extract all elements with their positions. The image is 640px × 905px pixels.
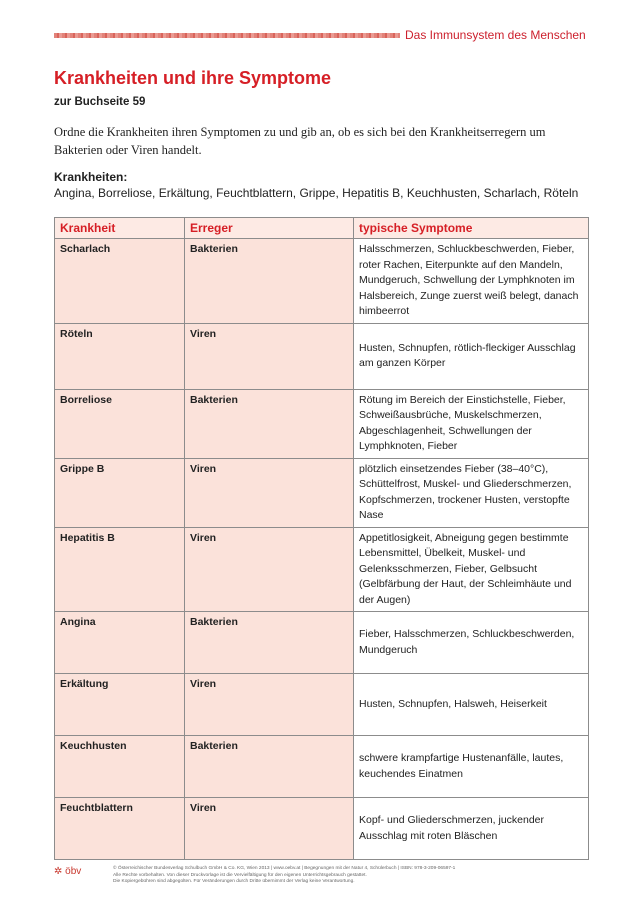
- symptoms-cell: schwere krampfartige Hustenanfälle, lautes, keuchendes Einatmen: [354, 736, 589, 798]
- table-row: [55, 798, 589, 860]
- footer-line: Alle Rechte vorbehalten. Von dieser Druckvorlage ist die Vervielfältigung für den eigenen Unterrichtsgebrauch gestattet.: [113, 872, 367, 878]
- page-title: Krankheiten und ihre Symptome: [54, 68, 332, 88]
- column-header-agent: Erreger: [185, 218, 354, 239]
- logo-mark-icon: ✲: [54, 866, 63, 877]
- agent-cell: Bakterien: [185, 389, 354, 458]
- diseases-label: Krankheiten:: [54, 170, 128, 184]
- symptoms-cell: Fieber, Halsschmerzen, Schluckbeschwerden, Mundgeruch: [354, 612, 589, 674]
- symptoms-cell: Husten, Schnupfen, Halsweh, Heiserkeit: [354, 674, 589, 736]
- disease-cell: Angina: [55, 612, 185, 674]
- disease-cell: Grippe B: [55, 458, 185, 527]
- disease-cell: Borreliose: [55, 389, 185, 458]
- disease-cell: Scharlach: [55, 239, 185, 324]
- symptoms-cell: Husten, Schnupfen, rötlich-fleckiger Ausschlag am ganzen Körper: [354, 323, 589, 389]
- agent-cell: Bakterien: [185, 736, 354, 798]
- page-subtitle: zur Buchseite 59: [54, 96, 146, 108]
- symptoms-cell: Kopf- und Gliederschmerzen, juckender Ausschlag mit roten Bläschen: [354, 798, 589, 860]
- table-row: [55, 458, 589, 527]
- table-row: [55, 612, 589, 674]
- table-row: [55, 527, 589, 612]
- table-row: [55, 239, 589, 324]
- logo-text: öbv: [65, 866, 82, 877]
- disease-cell: Hepatitis B: [55, 527, 185, 612]
- publisher-logo: [54, 866, 81, 877]
- column-header-symptoms: typische Symptome: [354, 218, 589, 239]
- diseases-list: Angina, Borreliose, Erkältung, Feuchtblattern, Grippe, Hepatitis B, Keuchhusten, Scharlach, Röteln: [54, 186, 579, 200]
- agent-cell: Bakterien: [185, 612, 354, 674]
- disease-cell: Keuchhusten: [55, 736, 185, 798]
- table-header-row: [55, 218, 589, 239]
- header-title: Das Immunsystem des Menschen: [405, 28, 586, 42]
- symptoms-cell: Rötung im Bereich der Einstichstelle, Fieber, Schweißausbrüche, Muskelschmerzen, Abgeschlagenheit, Schwellungen der Lymphknoten, Fieber: [354, 389, 589, 458]
- agent-cell: Viren: [185, 798, 354, 860]
- disease-cell: Röteln: [55, 323, 185, 389]
- disease-cell: Erkältung: [55, 674, 185, 736]
- symptoms-cell: plötzlich einsetzendes Fieber (38–40°C), Schüttelfrost, Muskel- und Gliederschmerzen, Kopfschmerzen, trockener Husten, verstopfte Nase: [354, 458, 589, 527]
- table-row: [55, 674, 589, 736]
- table-row: [55, 736, 589, 798]
- agent-cell: Viren: [185, 527, 354, 612]
- disease-cell: Feuchtblattern: [55, 798, 185, 860]
- symptoms-cell: Halsschmerzen, Schluckbeschwerden, Fieber, roter Rachen, Eiterpunkte auf den Mandeln, Mundgeruch, Schwellung der Lymphknoten im Halsbereich, Zunge zuerst weiß belegt, danach himbeerrot: [354, 239, 589, 324]
- column-header-disease: Krankheit: [55, 218, 185, 239]
- agent-cell: Viren: [185, 674, 354, 736]
- disease-table: [54, 217, 589, 860]
- header-decoration-bar: [54, 33, 400, 38]
- agent-cell: Bakterien: [185, 239, 354, 324]
- footer-copyright: [113, 866, 593, 886]
- table-row: [55, 389, 589, 458]
- footer-line: Die Kopiergebühren sind abgegolten. Für Veränderungen durch Dritte übernimmt der Verlag keine Verantwortung.: [113, 879, 355, 884]
- footer-line: © Österreichischer Bundesverlag Schulbuch GmbH & Co. KG, Wien 2013 | www.oebv.at | Begegnungen mit der Natur 4, Schülerbuch | ISBN: 978-3-209-06597-1: [113, 866, 456, 871]
- table-row: [55, 323, 589, 389]
- agent-cell: Viren: [185, 458, 354, 527]
- instructions-text: Ordne die Krankheiten ihren Symptomen zu und gib an, ob es sich bei den Krankheitserregern um Bakterien oder Viren handelt.: [54, 125, 546, 157]
- agent-cell: Viren: [185, 323, 354, 389]
- symptoms-cell: Appetitlosigkeit, Abneigung gegen bestimmte Lebensmittel, Übelkeit, Muskel- und Gelenksschmerzen, Fieber, Gelbsucht (Gelbfärbung der Haut, der Schleimhäute und der Augen): [354, 527, 589, 612]
